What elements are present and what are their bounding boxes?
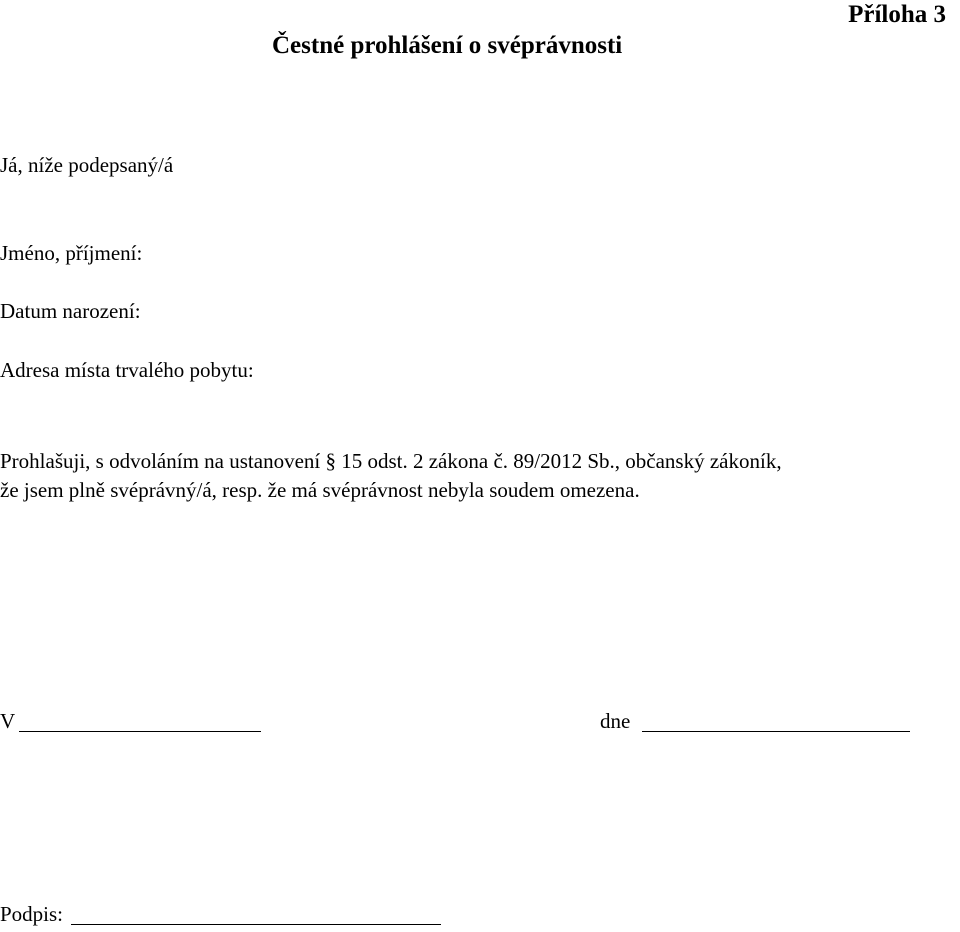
intro-text: Já, níže podepsaný/á [0,153,174,177]
address-label: Adresa místa trvalého pobytu: [0,358,254,382]
date-field [600,711,910,732]
place-field [0,711,261,732]
annex-label: Příloha 3 [848,1,946,28]
name-label: Jméno, příjmení: [0,241,143,265]
place-blank-line [19,713,261,732]
document-title: Čestné prohlášení o svéprávnosti [272,32,623,59]
declaration-line-1: Prohlašuji, s odvoláním na ustanovení § 15 odst. 2 zákona č. 89/2012 Sb., občanský zákoník, [0,449,782,473]
signature-field [0,904,441,925]
birth-date-label: Datum narození: [0,299,141,323]
place-label: V [0,709,16,733]
declaration-line-2: že jsem plně svéprávný/á, resp. že má svéprávnost nebyla soudem omezena. [0,478,640,502]
date-label: dne [600,709,631,733]
signature-label: Podpis: [0,902,64,926]
signature-blank-line [71,906,441,925]
date-blank-line [642,713,910,732]
